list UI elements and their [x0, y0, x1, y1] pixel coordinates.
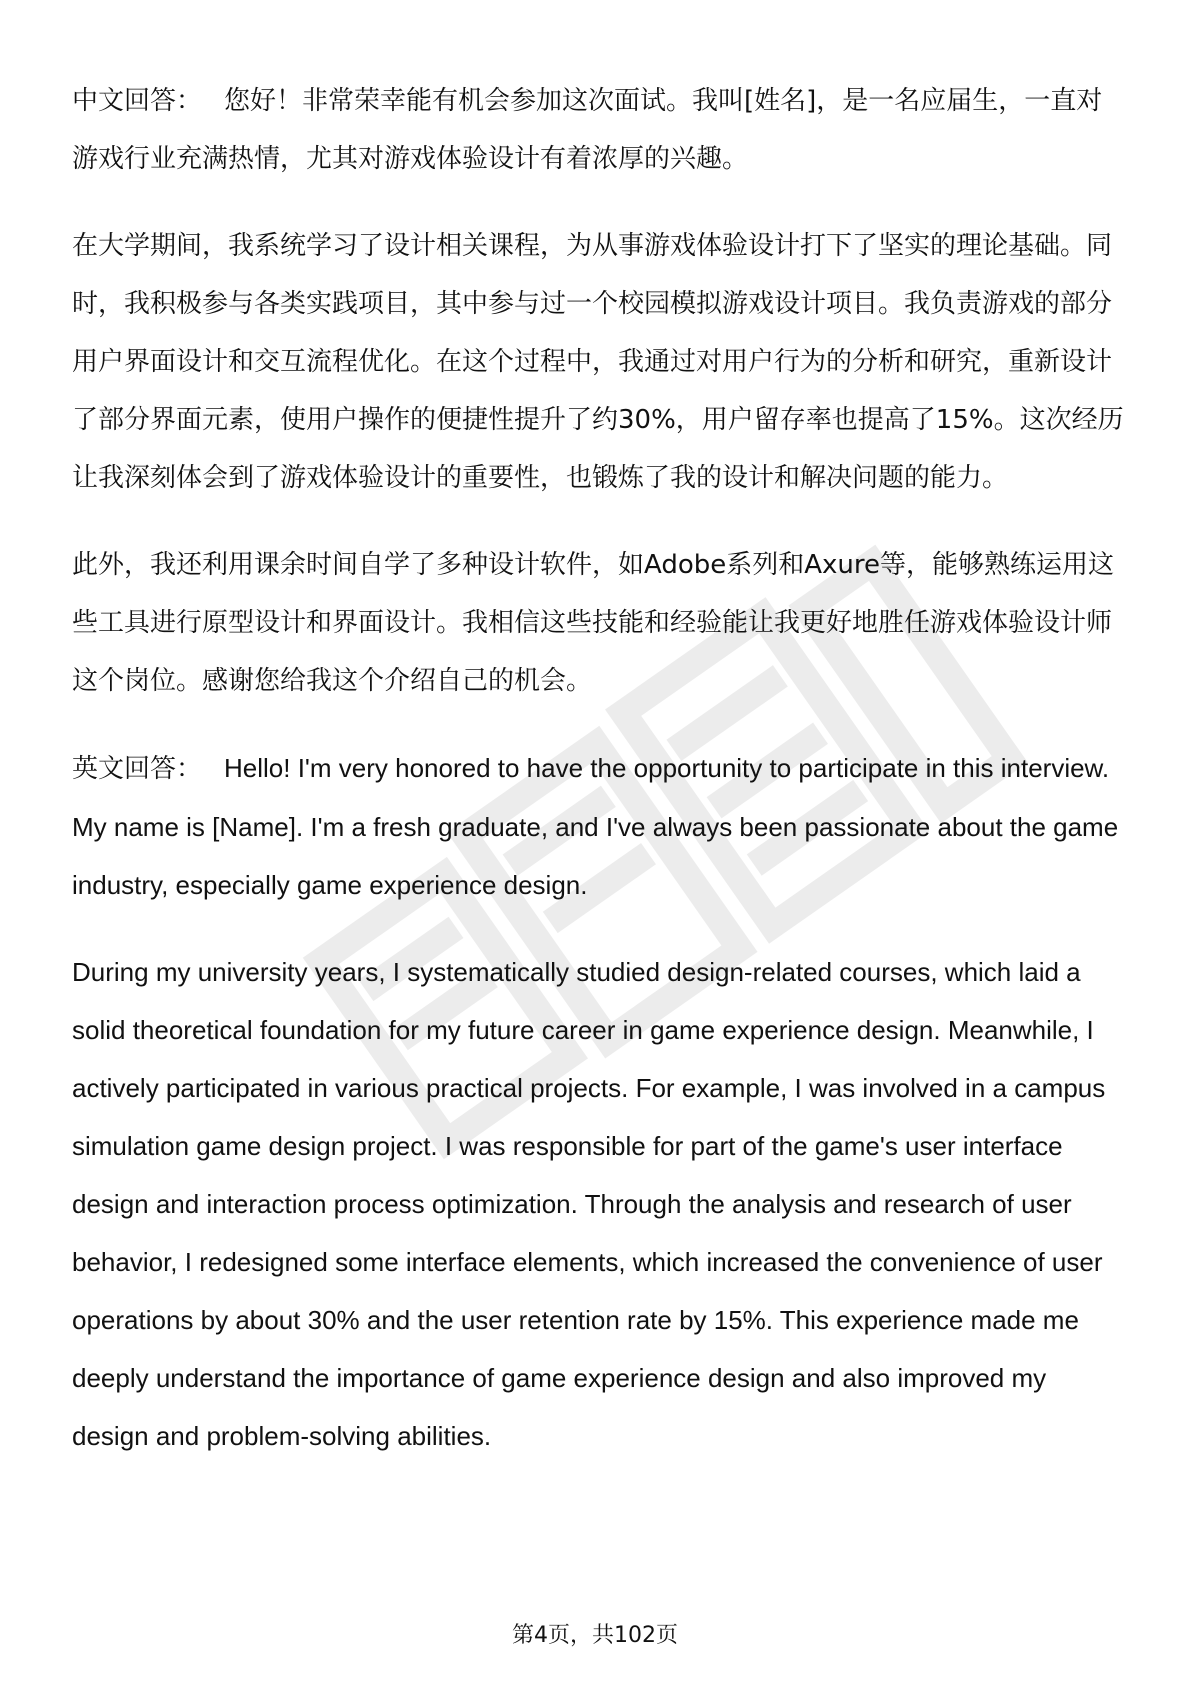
paragraph-zh-university: [72, 217, 1127, 507]
paragraph-en-intro: [72, 739, 1127, 914]
en-answer-label: 英文回答：: [72, 754, 203, 784]
zh-skills-text: 此外，我还利用课余时间自学了多种设计软件，如Adobe系列和Axure等，能够熟练运用这些工具进行原型设计和界面设计。我相信这些技能和经验能让我更好地胜任游戏体验设计师这个岗位。感谢您给我这个介绍自己的机会。: [72, 550, 1115, 696]
page-number-footer: 第4页，共102页: [512, 1623, 678, 1648]
en-university-text: During my university years, I systematically studied design-related courses, which laid a solid theoretical foundation for my future career in game experience design. Meanwhile, I actively participated in various practical projects. For example, I was involved in a campus simulation game design project. I was responsible for part of the game's user interface design and interaction process optimization. Through the analysis and research of user behavior, I redesigned some interface elements, which increased the convenience of user operations by about 30% and the user retention rate by 15%. This experience made me deeply understand the importance of game experience design and also improved my design and problem-solving abilities.: [72, 957, 1106, 1451]
paragraph-zh-skills: [72, 536, 1127, 710]
zh-university-text: 在大学期间，我系统学习了设计相关课程，为从事游戏体验设计打下了坚实的理论基础。同时，我积极参与各类实践项目，其中参与过一个校园模拟游戏设计项目。我负责游戏的部分用户界面设计和交互流程优化。在这个过程中，我通过对用户行为的分析和研究，重新设计了部分界面元素，使用户操作的便捷性提升了约30%，用户留存率也提高了15%。这次经历让我深刻体会到了游戏体验设计的重要性，也锻炼了我的设计和解决问题的能力。: [72, 231, 1124, 493]
zh-answer-label: 中文回答：: [72, 86, 203, 116]
en-intro-text: Hello! I'm very honored to have the opportunity to participate in this interview. My name is [Name]. I'm a fresh graduate, and I've always been passionate about the game industry, especially game experience design.: [72, 753, 1119, 900]
zh-intro-text: 您好！非常荣幸能有机会参加这次面试。我叫[姓名]，是一名应届生，一直对游戏行业充满热情，尤其对游戏体验设计有着浓厚的兴趣。: [72, 86, 1103, 174]
paragraph-en-university: [72, 943, 1127, 1465]
document-body: [72, 72, 1127, 1494]
paragraph-zh-intro: [72, 72, 1127, 188]
